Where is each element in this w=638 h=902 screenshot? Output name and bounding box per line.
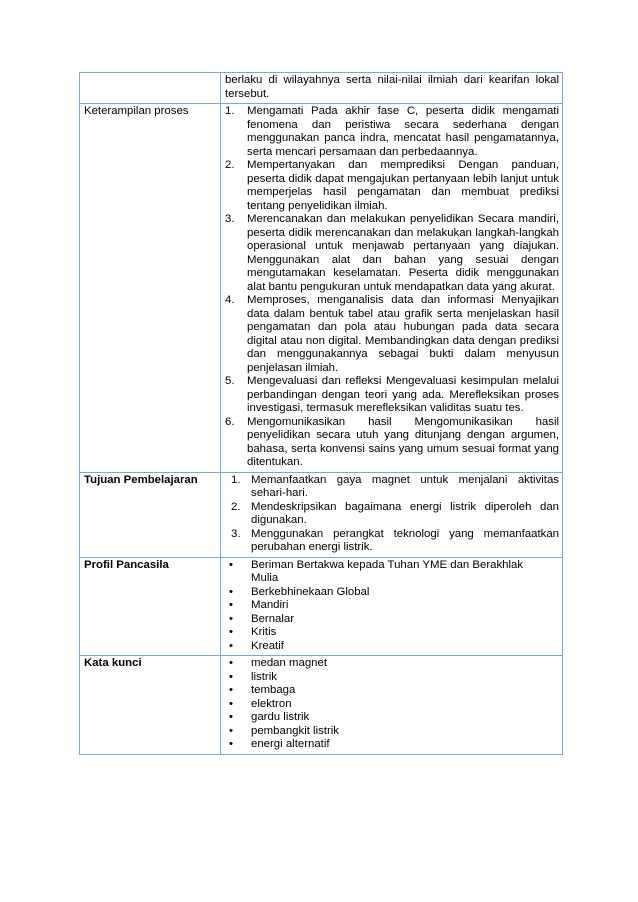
bullet-icon: • bbox=[229, 724, 233, 737]
table-row bbox=[80, 472, 563, 557]
keterampilan-list bbox=[225, 105, 559, 470]
row-label-profil: Profil Pancasila bbox=[80, 557, 221, 656]
bullet-icon: • bbox=[229, 626, 233, 638]
table-row bbox=[80, 73, 563, 104]
bullet-icon: • bbox=[229, 657, 233, 669]
list-item: • gardu listrik bbox=[225, 711, 559, 725]
bullet-icon: • bbox=[229, 585, 233, 598]
bullet-icon: • bbox=[229, 612, 233, 625]
list-item: 1. Memanfaatkan gaya magnet untuk menjalani aktivitas sehari-hari. bbox=[231, 473, 559, 499]
list-item: 6. Mengomunikasikan hasil Mengomunikasikan hasil penyelidikan secara utuh yang ditunjang dengan argumen, bahasa, serta konvensi sains yang umum sesuai format yang ditentukan. bbox=[225, 415, 559, 468]
list-item: 2. Mempertanyakan dan memprediksi Dengan panduan, peserta didik dapat mengajukan pertanyaan lebih lanjut untuk memperjelas hasil pengamatan dan membuat prediksi tentang penyelidikan ilmiah. bbox=[225, 159, 559, 212]
bullet-icon: • bbox=[229, 639, 233, 652]
row-label-keterampilan: Keterampilan proses bbox=[80, 104, 221, 473]
list-item: 1. Mengamati Pada akhir fase C, peserta didik mengamati fenomena dan peristiwa secara sederhana dengan menggunakan panca indra, mencatat hasil pengamatannya, serta mencari persamaan dan perbedaannya. bbox=[225, 105, 559, 158]
list-item: • tembaga bbox=[225, 684, 559, 698]
list-item: 2. Mendeskripsikan bagaimana energi listrik diperoleh dan digunakan. bbox=[231, 500, 559, 526]
list-item: • Kritis bbox=[225, 626, 559, 640]
tujuan-list bbox=[225, 474, 559, 555]
row-label-tujuan: Tujuan Pembelajaran bbox=[80, 472, 221, 557]
list-item: • listrik bbox=[225, 671, 559, 685]
list-item: 5. Mengevaluasi dan refleksi Mengevaluasi kesimpulan melalui perbandingan dengan teori yang ada. Merefleksikan proses investigasi, termasuk merefleksikan validitas suatu tes. bbox=[225, 375, 559, 414]
table-row bbox=[80, 557, 563, 656]
bullet-icon: • bbox=[229, 697, 233, 710]
list-item: 4. Memproses, menganalisis data dan informasi Menyajikan data dalam bentuk tabel atau grafik serta menjelaskan hasil pengamatan dan pola atau hubungan pada data secara digital atau non digital. Membandingkan data dengan prediksi dan menggunakannya sebagai bukti dalam menyusun penjelasan ilmiah. bbox=[225, 294, 559, 374]
kata-kunci-content-cell bbox=[221, 656, 563, 755]
list-item: • Kreatif bbox=[225, 640, 559, 654]
lesson-plan-table bbox=[79, 72, 563, 755]
bullet-icon: • bbox=[229, 599, 233, 611]
bullet-icon: • bbox=[229, 684, 233, 696]
tujuan-content-cell bbox=[221, 472, 563, 557]
continued-text-cell bbox=[221, 73, 563, 104]
list-item: 3. Menggunakan perangkat teknologi yang memanfaatkan perubahan energi listrik. bbox=[231, 527, 559, 553]
keterampilan-content-cell bbox=[221, 104, 563, 473]
bullet-icon: • bbox=[229, 738, 233, 750]
list-item: • Berkebhinekaan Global bbox=[225, 586, 559, 600]
list-item: 3. Merencanakan dan melakukan penyelidikan Secara mandiri, peserta didik merencanakan dan melakukan langkah-langkah operasional untuk menjawab pertanyaan yang diajukan. Menggunakan alat dan bahan yang sesuai dengan mengutamakan keselamatan. Peserta didik menggunakan alat bantu pengukuran untuk mendapatkan data yang akurat. bbox=[225, 213, 559, 293]
list-item: • elektron bbox=[225, 698, 559, 712]
row-label-kata-kunci: Kata kunci bbox=[80, 656, 221, 755]
list-item: • Beriman Bertakwa kepada Tuhan YME dan Berakhlak Mulia bbox=[225, 559, 559, 586]
bullet-icon: • bbox=[229, 670, 233, 683]
profil-content-cell bbox=[221, 557, 563, 656]
empty-label-cell bbox=[80, 73, 221, 104]
list-item: • energi alternatif bbox=[225, 738, 559, 752]
profil-list bbox=[225, 559, 559, 654]
list-item: • Bernalar bbox=[225, 613, 559, 627]
list-item: • pembangkit listrik bbox=[225, 725, 559, 739]
bullet-icon: • bbox=[229, 711, 233, 723]
table-row bbox=[80, 656, 563, 755]
list-item: • Mandiri bbox=[225, 599, 559, 613]
table-row bbox=[80, 104, 563, 473]
kata-kunci-list bbox=[225, 657, 559, 752]
continued-text: berlaku di wilayahnya serta nilai-nilai ilmiah dari kearifan lokal tersebut. bbox=[225, 74, 559, 100]
list-item: • medan magnet bbox=[225, 657, 559, 671]
bullet-icon: • bbox=[229, 558, 233, 571]
